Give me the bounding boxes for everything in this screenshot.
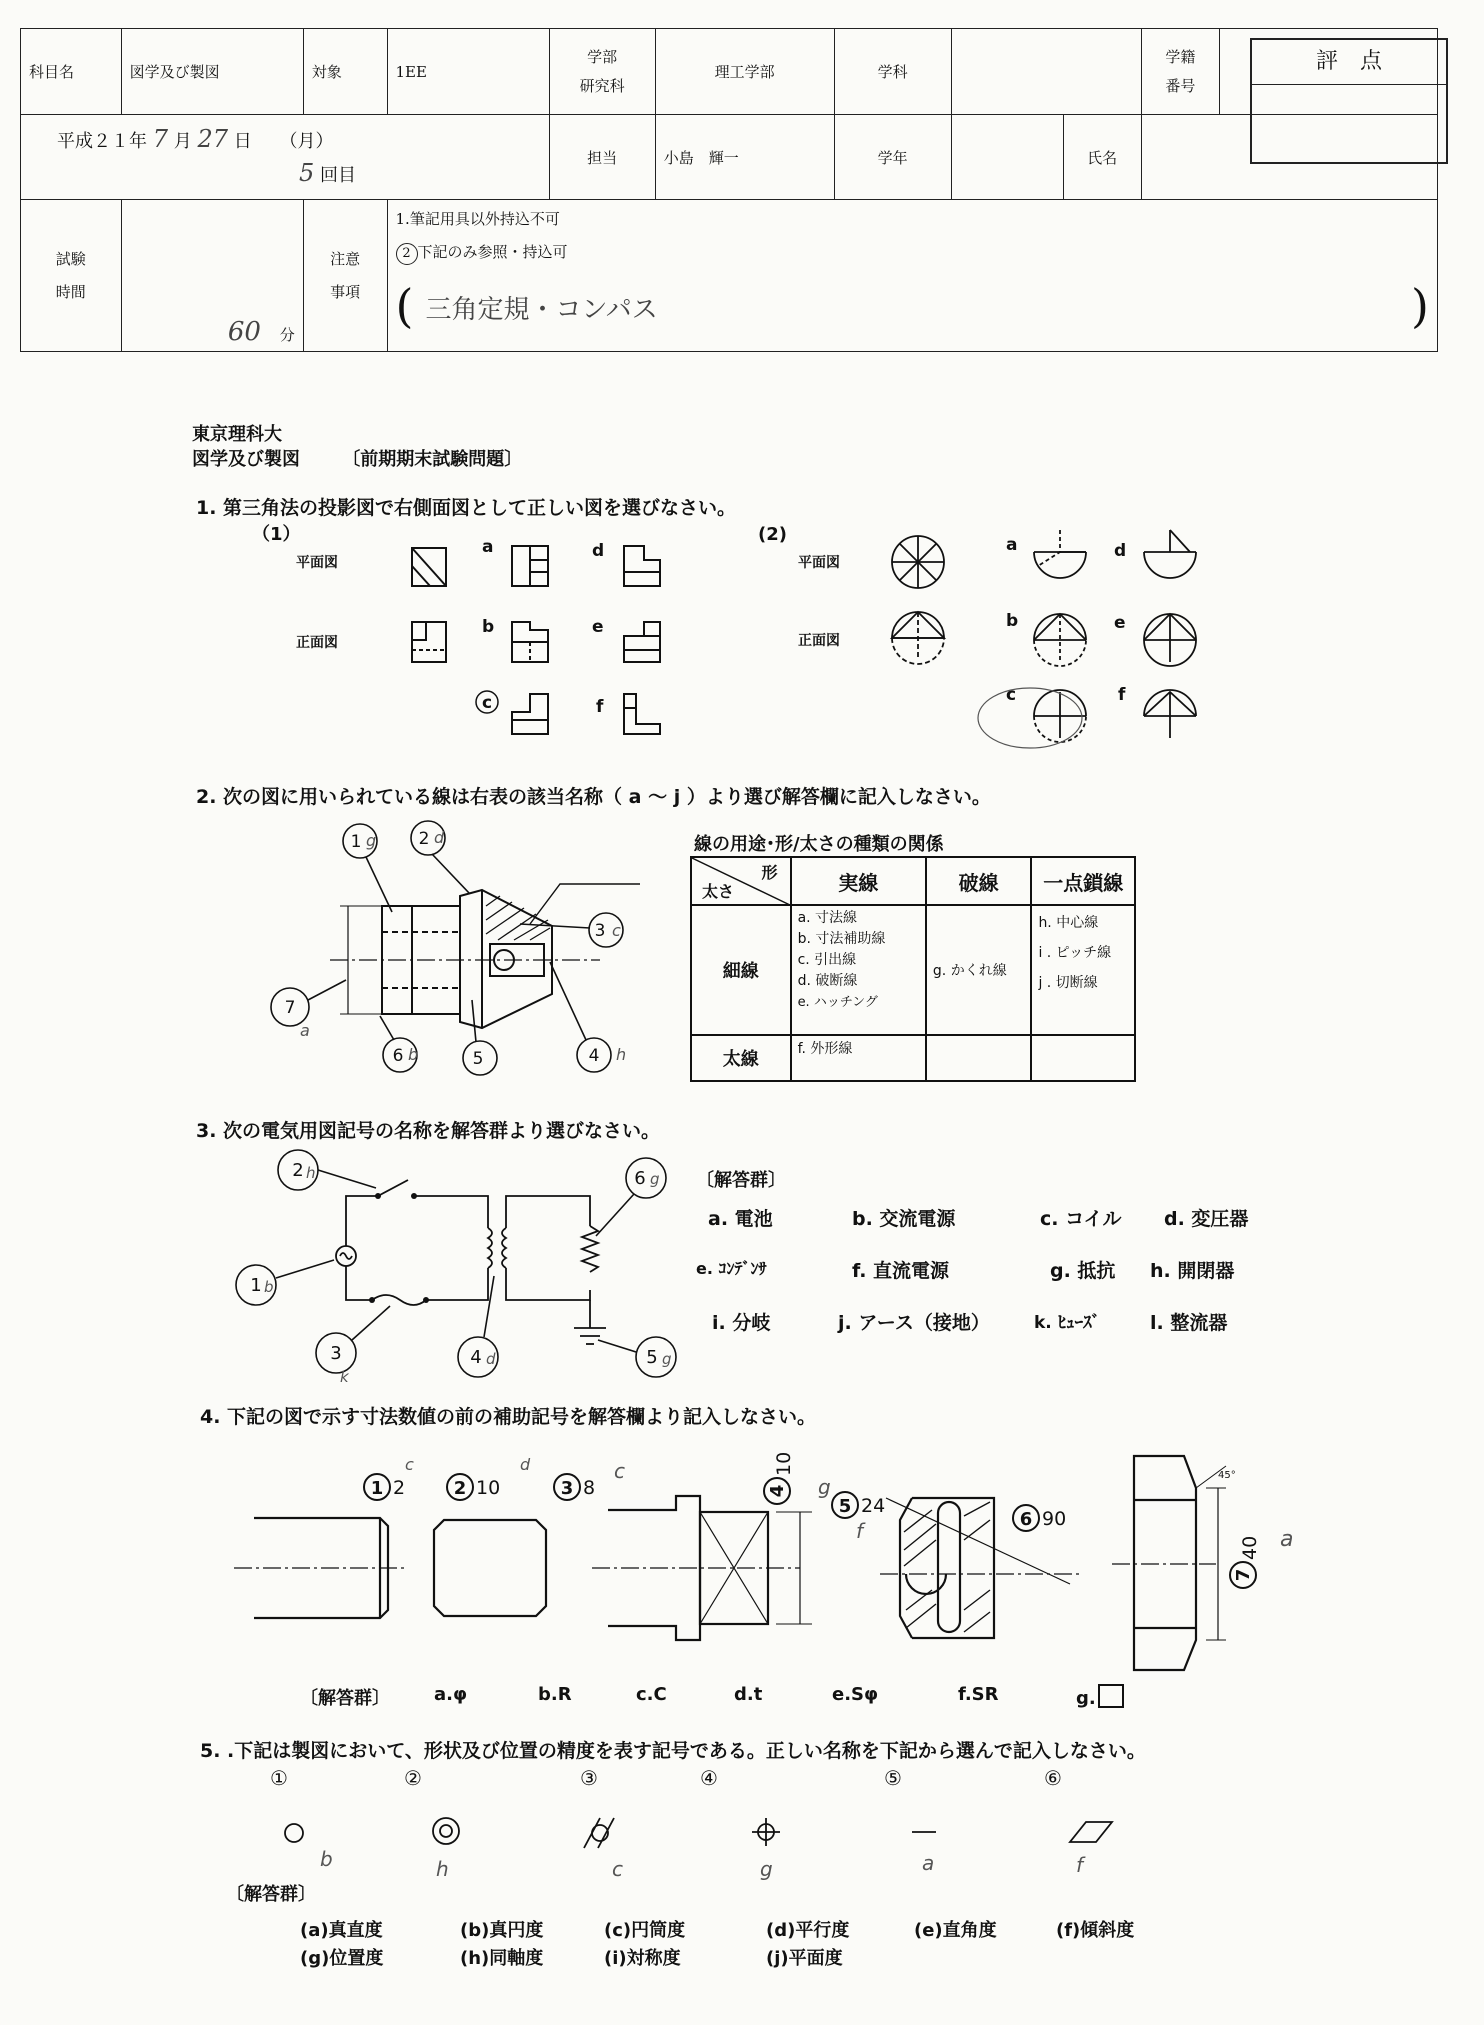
q4-answer-4: g bbox=[818, 1475, 831, 1499]
q5-options bbox=[300, 1916, 1200, 1972]
q1-p2-option-d-label[interactable]: d bbox=[1114, 541, 1127, 561]
q4-option-a: a.φ bbox=[434, 1684, 468, 1705]
dept-label: 学科 bbox=[834, 29, 951, 115]
thin-chain-cell: h. 中心線 i . ピッチ線 j . 切断線 bbox=[1031, 905, 1135, 1035]
q1-front-view-label-2: 正面図 bbox=[798, 633, 840, 649]
school-name: 東京理科大 bbox=[192, 424, 282, 445]
q4-option-g: g. bbox=[1076, 1684, 1124, 1709]
q2-callout-5-num: 5 bbox=[472, 1049, 484, 1069]
q3-callout-2-num: 2 bbox=[292, 1160, 304, 1181]
q3-answer-4: d bbox=[486, 1350, 496, 1368]
q5-answer-4: g bbox=[760, 1857, 773, 1881]
q5-answer-group-label: 〔解答群〕 bbox=[226, 1884, 316, 1905]
q5-option-b: (b)真円度 bbox=[460, 1920, 544, 1941]
subject-value: 図学及び製図 bbox=[121, 29, 303, 115]
q2-callout-3-num: 3 bbox=[594, 921, 606, 941]
q1-part1: （1） bbox=[252, 524, 301, 545]
thin-solid-cell: a. 寸法線 b. 寸法補助線 c. 引出線 d. 破断線 e. ハッチング bbox=[791, 905, 926, 1035]
q3-option-i: i. 分岐 bbox=[712, 1312, 771, 1334]
q1-option-f-label[interactable]: f bbox=[596, 697, 604, 717]
q3-option-d: d. 変圧器 bbox=[1164, 1208, 1249, 1230]
q1-plan-view-label-2: 平面図 bbox=[798, 555, 840, 571]
q3-option-j: j. アース（接地） bbox=[838, 1312, 990, 1334]
q4-dim-2: 10 bbox=[476, 1477, 501, 1499]
col-dashed: 破線 bbox=[926, 857, 1032, 905]
exam-time-label: 試験 時間 bbox=[21, 200, 122, 352]
q3-answer-3: k bbox=[340, 1368, 349, 1386]
roundness-icon bbox=[285, 1824, 303, 1842]
q3-answer-group-label: 〔解答群〕 bbox=[696, 1170, 786, 1191]
q5-option-i: (i)対称度 bbox=[604, 1948, 681, 1969]
q5-option-e: (e)直角度 bbox=[914, 1920, 997, 1941]
year-label: 学年 bbox=[834, 115, 951, 200]
q4-dim-3: 8 bbox=[583, 1477, 596, 1499]
position-icon bbox=[752, 1818, 780, 1846]
q2-answer-3: c bbox=[612, 921, 621, 940]
q3-answer-6: g bbox=[650, 1170, 660, 1188]
q3-text: 3. 次の電気用図記号の名称を解答群より選びなさい。 bbox=[196, 1120, 661, 1142]
q1-front-view-label-1: 正面図 bbox=[296, 635, 338, 651]
q1-option-a-label[interactable]: a bbox=[482, 537, 494, 557]
target-value: 1EE bbox=[387, 29, 549, 115]
q5-option-f: (f)傾斜度 bbox=[1056, 1920, 1135, 1941]
q2-callout-2-num: 2 bbox=[418, 829, 430, 849]
q4-answer-7: a bbox=[1280, 1527, 1294, 1552]
q3-answer-1: b bbox=[264, 1278, 274, 1296]
q3-option-b: b. 交流電源 bbox=[852, 1208, 956, 1230]
exam-type: 〔前期期末試験問題〕 bbox=[342, 449, 523, 470]
q5-answer-6: f bbox=[1076, 1853, 1084, 1877]
q4-option-e: e.Sφ bbox=[832, 1684, 879, 1705]
col-solid: 実線 bbox=[791, 857, 926, 905]
q1-plan-view-label-1: 平面図 bbox=[296, 555, 338, 571]
concentricity-icon bbox=[433, 1818, 459, 1844]
q3-option-f: f. 直流電源 bbox=[852, 1260, 950, 1282]
q1-part2: (2) bbox=[758, 524, 787, 545]
student-id-label: 学籍 番号 bbox=[1141, 29, 1219, 115]
q1-option-b-label[interactable]: b bbox=[482, 617, 495, 637]
q1-p2-option-a-label[interactable]: a bbox=[1006, 535, 1018, 555]
q4-circled-1-num: 1 bbox=[370, 1478, 384, 1499]
target-label: 対象 bbox=[303, 29, 387, 115]
q2-answer-7: a bbox=[300, 1021, 310, 1040]
q4-circled-4-num: 4 bbox=[767, 1484, 788, 1498]
q3-option-c: c. コイル bbox=[1040, 1208, 1122, 1230]
q4-dim-4: 10 bbox=[773, 1451, 795, 1476]
q4-answer-3: c bbox=[614, 1459, 625, 1483]
q1-option-c-label[interactable]: c bbox=[482, 693, 493, 713]
q4-text: 4. 下記の図で示す寸法数値の前の補助記号を解答欄より記入しなさい。 bbox=[200, 1406, 817, 1428]
q5-answer-2: h bbox=[436, 1857, 449, 1881]
notes-label: 注意 事項 bbox=[303, 200, 387, 352]
q2-answer-1: g bbox=[366, 831, 377, 850]
q1-p2-option-e-label[interactable]: e bbox=[1114, 613, 1126, 633]
q3-option-e: e. ｺﾝﾃﾞﾝｻ bbox=[696, 1259, 767, 1278]
q2-answer-2: d bbox=[434, 828, 445, 847]
q4-answer-group-label: 〔解答群〕 bbox=[300, 1688, 390, 1709]
q5-text: 5. .下記は製図において、形状及び位置の精度を表す記号である。正しい名称を下記から選んで記入しなさい。 bbox=[200, 1740, 1146, 1762]
q1-option-e-label[interactable]: e bbox=[592, 617, 604, 637]
q2-callout-4-num: 4 bbox=[588, 1046, 600, 1066]
q4-option-f: f.SR bbox=[958, 1684, 999, 1705]
q1-p2-option-b-label[interactable]: b bbox=[1006, 611, 1019, 631]
q4-option-c: c.C bbox=[636, 1684, 667, 1705]
subject-label: 科目名 bbox=[21, 29, 122, 115]
q4-answer-2: d bbox=[520, 1455, 531, 1474]
q4-dim-1: 2 bbox=[393, 1477, 406, 1499]
q5-answer-5: a bbox=[922, 1851, 935, 1875]
course-name: 図学及び製図 bbox=[192, 449, 300, 470]
instructor-name: 小島 輝一 bbox=[655, 115, 834, 200]
q2-answer-4: h bbox=[616, 1045, 627, 1064]
q4-circled-2-num: 2 bbox=[453, 1478, 467, 1499]
q5-option-h: (h)同軸度 bbox=[460, 1948, 544, 1969]
exam-time-value: 60 分 bbox=[121, 200, 303, 352]
faculty-label: 学部 研究科 bbox=[549, 29, 655, 115]
q5-option-j: (j)平面度 bbox=[766, 1948, 843, 1969]
col-chain: 一点鎖線 bbox=[1031, 857, 1135, 905]
q3-answer-2: h bbox=[306, 1164, 316, 1182]
q5-option-g: (g)位置度 bbox=[300, 1948, 384, 1969]
thick-solid-cell: f. 外形線 bbox=[791, 1035, 926, 1081]
flatness-icon bbox=[1070, 1822, 1112, 1842]
q2-callout-7-num: 7 bbox=[284, 998, 296, 1018]
q4-option-d: d.t bbox=[734, 1684, 763, 1705]
q4-answer-1: c bbox=[405, 1455, 414, 1474]
q3-option-l: l. 整流器 bbox=[1150, 1312, 1228, 1334]
q3-option-g: g. 抵抗 bbox=[1050, 1260, 1116, 1282]
q3-callout-6-num: 6 bbox=[634, 1168, 646, 1189]
allowed-items-box: ( 三角定規・コンパス ) bbox=[395, 279, 1429, 333]
row-thin: 細線 bbox=[691, 905, 791, 1035]
q3-option-h: h. 開閉器 bbox=[1150, 1260, 1235, 1282]
thin-dashed-cell: g. かくれ線 bbox=[926, 905, 1032, 1035]
q4-dim-6: 90 bbox=[1042, 1508, 1067, 1530]
q3-callout-5-num: 5 bbox=[646, 1347, 658, 1368]
q1-text: 1. 第三角法の投影図で右側面図として正しい図を選びなさい。 bbox=[196, 497, 737, 519]
q5-option-d: (d)平行度 bbox=[766, 1920, 850, 1941]
q2-text: 2. 次の図に用いられている線は右表の該当名称（ a ～ j ）より選び解答欄に記入しなさい。 bbox=[196, 786, 991, 808]
q2-table-title: 線の用途･形/太さの種類の関係 bbox=[694, 834, 944, 855]
q4-dim-7: 40 bbox=[1239, 1535, 1261, 1560]
faculty-value: 理工学部 bbox=[655, 29, 834, 115]
q4-circled-7-num: 7 bbox=[1233, 1568, 1254, 1582]
score-label: 評 点 bbox=[1252, 40, 1446, 85]
exam-date: 平成２１年 7 月 27 日 （月） 5 回目 bbox=[21, 115, 550, 200]
q2-answer-6: b bbox=[408, 1045, 419, 1064]
q3-callout-4-num: 4 bbox=[470, 1347, 482, 1368]
name-label: 氏名 bbox=[1063, 115, 1141, 200]
q5-answer-1: b bbox=[320, 1847, 333, 1871]
q1-p2-option-f-label[interactable]: f bbox=[1118, 685, 1126, 705]
q5-answer-3: c bbox=[612, 1857, 623, 1881]
q3-callout-1-num: 1 bbox=[250, 1275, 262, 1296]
q3-option-k: k. ﾋｭｰｽﾞ bbox=[1034, 1313, 1101, 1333]
instructor-label: 担当 bbox=[549, 115, 655, 200]
q2-callout-1-num: 1 bbox=[350, 832, 362, 852]
q5-option-a: (a)真直度 bbox=[300, 1920, 383, 1941]
q3-option-a: a. 電池 bbox=[708, 1208, 773, 1230]
q1-option-d-label[interactable]: d bbox=[592, 541, 605, 561]
q3-callout-3-num: 3 bbox=[330, 1343, 342, 1364]
q4-dim-5: 24 bbox=[861, 1495, 886, 1517]
q1-p2-option-c-label[interactable]: c bbox=[1006, 685, 1017, 705]
q2-callout-6-num: 6 bbox=[392, 1046, 404, 1066]
q4-circled-3-num: 3 bbox=[560, 1478, 574, 1499]
q4-circled-6-num: 6 bbox=[1019, 1509, 1033, 1530]
cylindricity-icon bbox=[584, 1818, 614, 1848]
note-1: 1.筆記用具以外持込不可 bbox=[395, 210, 560, 228]
note-2: 2 下記のみ参照・持込可 bbox=[396, 241, 1429, 265]
q3-answer-5: g bbox=[662, 1350, 672, 1368]
q4-circled-5-num: 5 bbox=[838, 1496, 852, 1517]
q4-answer-5: f bbox=[856, 1519, 864, 1543]
table-corner: 形 太さ bbox=[691, 857, 791, 905]
q4-option-b: b.R bbox=[538, 1684, 572, 1705]
q4-angle: 45° bbox=[1218, 1470, 1236, 1481]
q5-option-c: (c)円筒度 bbox=[604, 1920, 686, 1941]
row-thick: 太線 bbox=[691, 1035, 791, 1081]
